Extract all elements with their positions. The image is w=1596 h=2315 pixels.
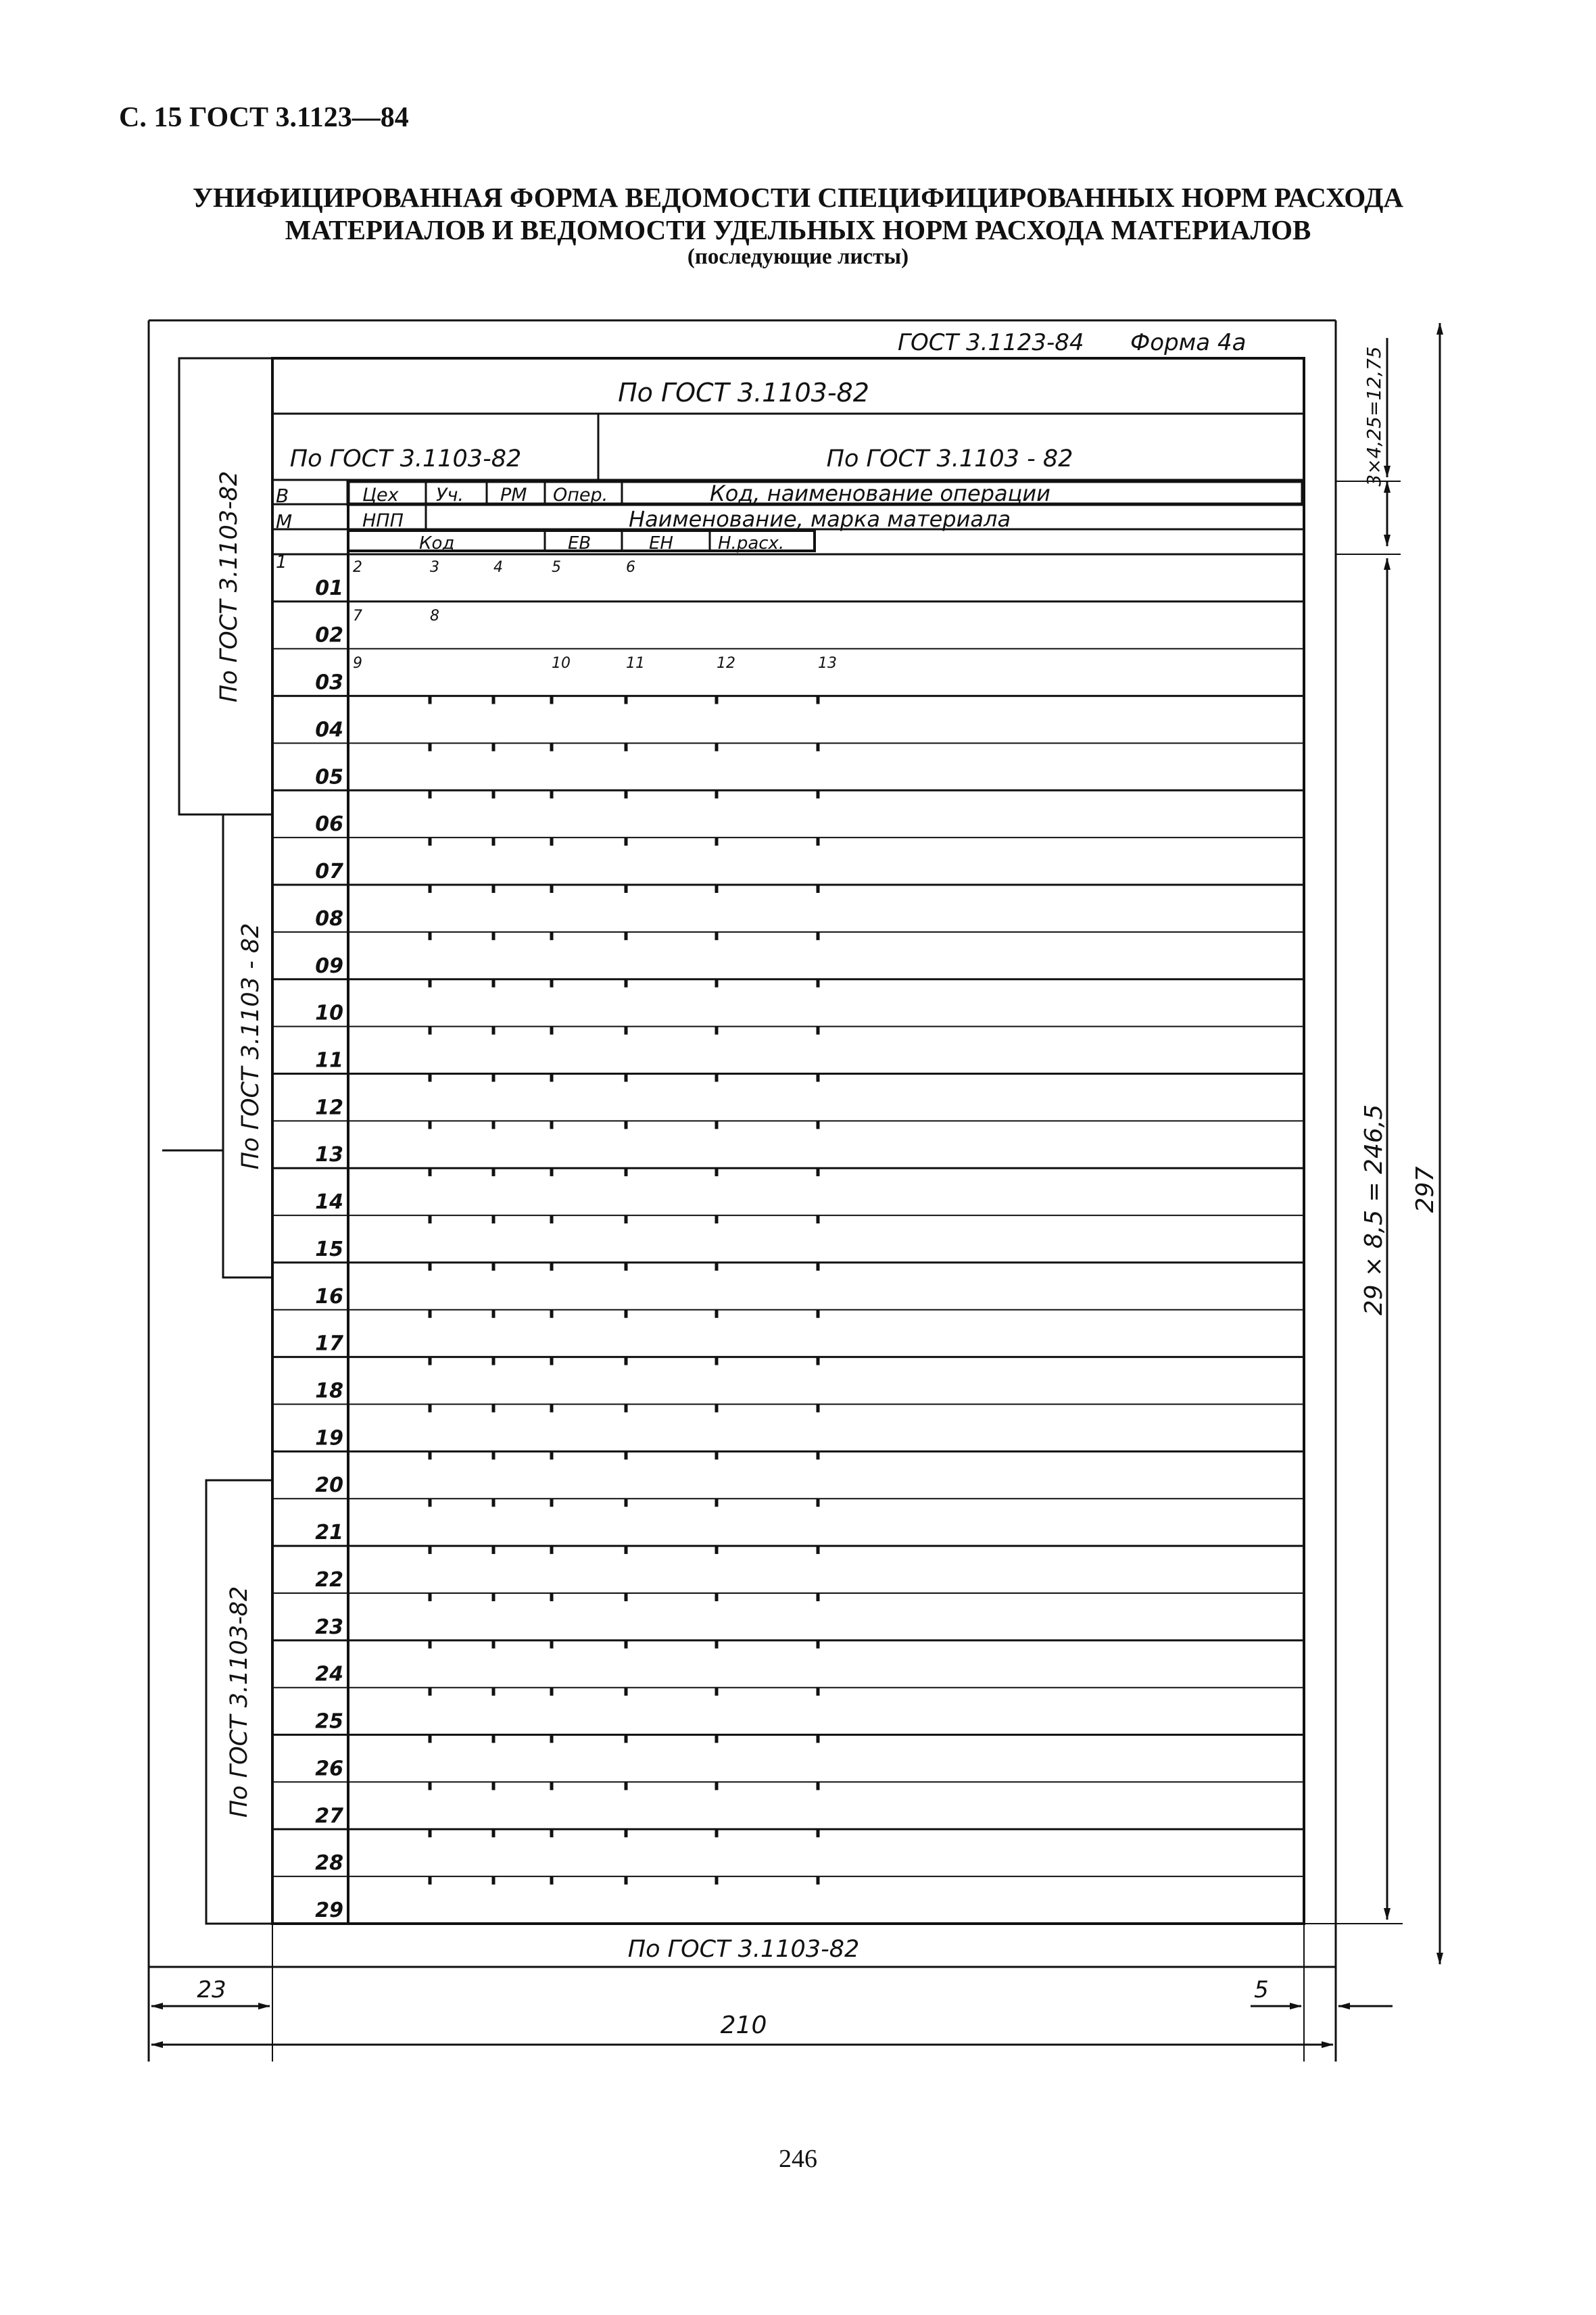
row-number: 26 <box>315 1757 343 1781</box>
ref-left-cell: По ГОСТ 3.1103-82 <box>289 445 522 472</box>
row-number: 09 <box>315 954 343 978</box>
field-number: 10 <box>552 655 571 672</box>
dim-total-width: 210 <box>720 2012 767 2039</box>
ref-side-2: По ГОСТ 3.1103 - 82 <box>237 923 264 1170</box>
row-number: 21 <box>315 1521 343 1545</box>
page-header: С. 15 ГОСТ 3.1123—84 <box>119 102 409 133</box>
field-number: 11 <box>626 655 645 672</box>
row-number: 27 <box>315 1804 343 1828</box>
row-number: 10 <box>315 1001 343 1025</box>
row-number: 08 <box>315 906 343 931</box>
field-number: 8 <box>430 608 439 625</box>
document-title-line-2: МАТЕРИАЛОВ И ВЕДОМОСТИ УДЕЛЬНЫХ НОРМ РАСХОДА МАТЕРИАЛОВ <box>285 214 1311 245</box>
row-number: 04 <box>315 718 343 742</box>
row-number: 15 <box>315 1237 343 1261</box>
data-rows <box>272 602 1304 1884</box>
row-number: 17 <box>315 1332 343 1356</box>
field-number: 3 <box>430 559 439 576</box>
row-number-labels <box>315 577 343 1922</box>
row-marker-1: 1 <box>276 552 287 572</box>
row-number: 19 <box>315 1426 343 1451</box>
field-number: 13 <box>818 655 837 672</box>
row-number: 07 <box>315 860 343 884</box>
row-number: 29 <box>315 1899 343 1922</box>
row-number: 12 <box>315 1096 343 1120</box>
row-number: 06 <box>315 812 343 837</box>
header-oper: Опер. <box>553 485 608 506</box>
row-number: 25 <box>315 1709 343 1734</box>
row-marker-v: В <box>276 485 289 507</box>
row-number: 14 <box>315 1190 343 1215</box>
row-number: 13 <box>315 1143 343 1167</box>
row-number: 11 <box>315 1048 343 1073</box>
field-number: 7 <box>353 608 362 625</box>
header-rm: РМ <box>500 485 527 506</box>
header-nrash: Н.расх. <box>718 533 785 554</box>
row-number: 01 <box>315 576 343 600</box>
header-ev: ЕВ <box>568 533 591 554</box>
document-title-line-1: УНИФИЦИРОВАННАЯ ФОРМА ВЕДОМОСТИ СПЕЦИФИЦИРОВАННЫХ НОРМ РАСХОДА <box>192 182 1404 213</box>
header-tsekh: Цех <box>362 485 399 506</box>
dim-right-margin: 5 <box>1254 1976 1269 2003</box>
field-number: 12 <box>717 655 735 672</box>
form-standard: ГОСТ 3.1123-84 <box>898 329 1084 356</box>
row-number: 28 <box>315 1851 343 1876</box>
field-number: 5 <box>552 559 561 576</box>
ref-side-1: По ГОСТ 3.1103-82 <box>216 470 243 703</box>
field-number: 4 <box>493 559 503 576</box>
dim-header-block: 3×4,25=12,75 <box>1363 346 1385 487</box>
ref-top: По ГОСТ 3.1103-82 <box>618 378 869 408</box>
row-number: 03 <box>315 671 343 695</box>
header-material: Наименование, марка материала <box>629 506 1011 532</box>
row-number: 22 <box>315 1567 343 1592</box>
ref-side-3: По ГОСТ 3.1103-82 <box>226 1586 253 1818</box>
header-kod: Код <box>419 533 455 554</box>
ref-right-cell: По ГОСТ 3.1103 - 82 <box>826 445 1073 472</box>
dim-total-height: 297 <box>1411 1166 1439 1213</box>
page-number: 246 <box>779 2145 817 2173</box>
row-number: 02 <box>315 623 343 648</box>
row-number: 18 <box>315 1379 343 1403</box>
dim-left-margin: 23 <box>197 1976 226 2003</box>
dim-rows-block: 29 × 8,5 = 246,5 <box>1360 1104 1388 1316</box>
document-subtitle: (последующие листы) <box>687 245 909 269</box>
field-number: 6 <box>626 559 635 576</box>
row-number: 24 <box>315 1662 343 1686</box>
row-marker-m: М <box>276 510 293 533</box>
row-number: 16 <box>315 1284 343 1309</box>
header-operation: Код, наименование операции <box>710 481 1050 506</box>
row-number: 23 <box>315 1615 343 1639</box>
row-number: 20 <box>315 1473 343 1498</box>
form-label: Форма 4а <box>1130 329 1247 356</box>
main-form-frame <box>272 358 1304 1924</box>
field-number: 9 <box>353 655 362 672</box>
header-npp: НПП <box>362 510 404 531</box>
ref-bottom: По ГОСТ 3.1103-82 <box>627 1936 860 1963</box>
header-en: ЕН <box>649 533 673 554</box>
header-uch: Уч. <box>436 485 464 506</box>
row-number: 05 <box>315 765 343 789</box>
field-number: 2 <box>353 559 362 576</box>
